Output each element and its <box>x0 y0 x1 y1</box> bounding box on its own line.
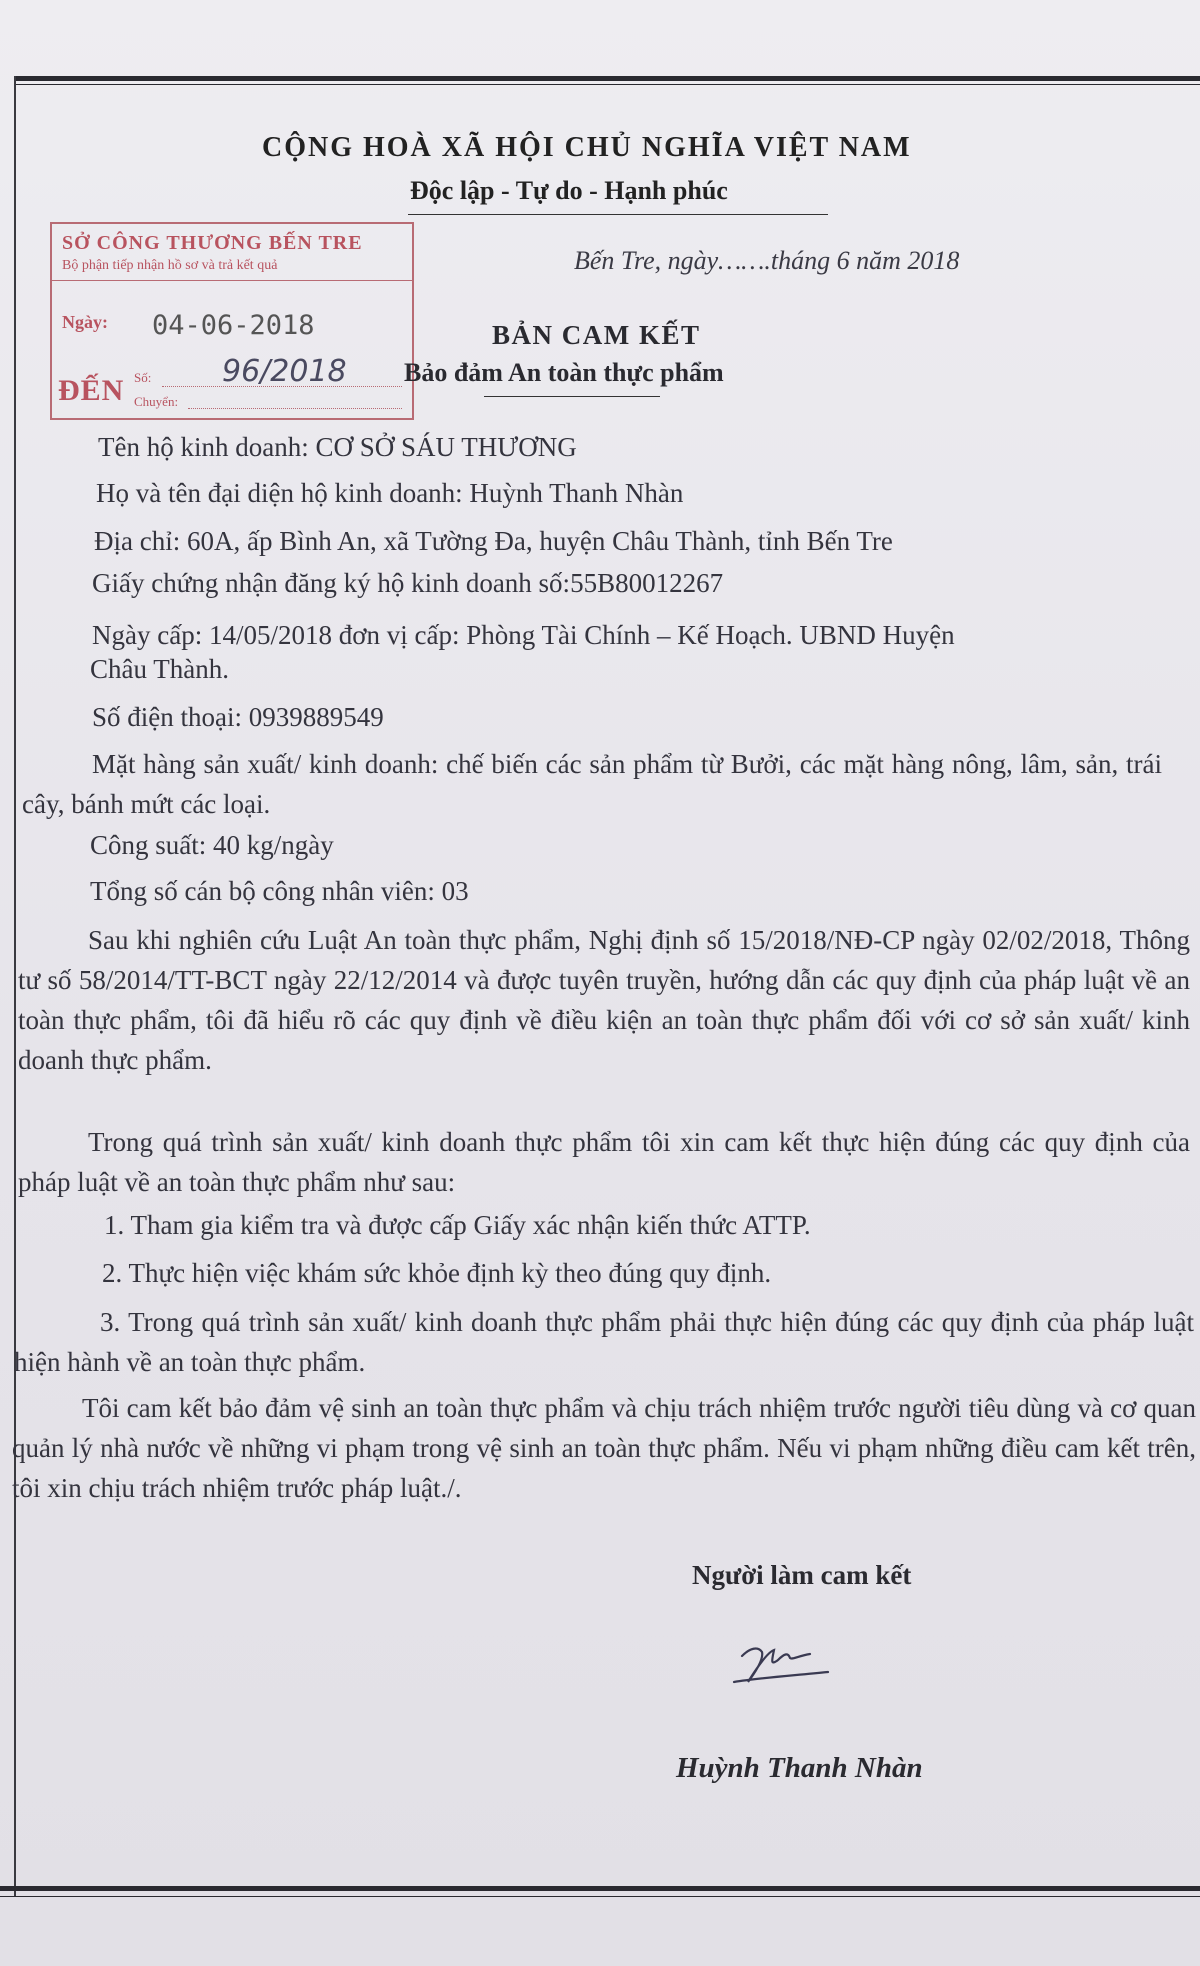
study-paragraph: Sau khi nghiên cứu Luật An toàn thực phẩm, Nghị định số 15/2018/NĐ-CP ngày 02/02/2018, Thông tư số 58/2014/TT-BCT ngày 22/12/2014 và được tuyên truyền, hướng dẫn các quy định của pháp luật về an toàn thực phẩm, tôi đã hiểu rõ các quy định về điều kiện an toàn thực phẩm đối với cơ sở sản xuất/ kinh doanh thực phẩm. <box>18 925 1190 1075</box>
representative-field: Họ và tên đại diện hộ kinh doanh: Huỳnh Thanh Nhàn <box>96 478 684 508</box>
handwritten-signature <box>728 1630 848 1700</box>
capacity-field: Công suất: 40 kg/ngày <box>90 830 334 860</box>
products-field: Mặt hàng sản xuất/ kinh doanh: chế biến các sản phẩm từ Bưởi, các mặt hàng nông, lâm, sản, trái cây, bánh mứt các loại. <box>22 749 1162 819</box>
document-subtitle: Bảo đảm An toàn thực phẩm <box>404 358 724 387</box>
received-stamp <box>50 222 414 420</box>
motto: Độc lập - Tự do - Hạnh phúc <box>410 176 728 205</box>
left-border <box>14 76 16 1896</box>
stamp-forward-label: Chuyển: <box>134 394 179 409</box>
stamp-divider <box>52 280 412 281</box>
stamp-number-value: 96/2018 <box>222 354 347 389</box>
motto-underline <box>408 214 828 215</box>
phone-field: Số điện thoại: 0939889549 <box>92 702 384 732</box>
registration-field: Giấy chứng nhận đăng ký hộ kinh doanh số:55B80012267 <box>92 568 724 598</box>
stamp-department: Bộ phận tiếp nhận hồ sơ và trả kết quả <box>62 258 278 273</box>
closing-paragraph: Tôi cam kết bảo đảm vệ sinh an toàn thực phẩm và chịu trách nhiệm trước người tiêu dùng và cơ quan quản lý nhà nước về những vi phạm trong vệ sinh an toàn thực phẩm. Nếu vi phạm những điều cam kết trên, tôi xin chịu trách nhiệm trước pháp luật./. <box>12 1393 1196 1503</box>
top-border-thin <box>14 84 1200 85</box>
stamp-number-label: Số: <box>134 370 152 385</box>
bottom-border-thin <box>0 1896 1200 1897</box>
subtitle-underline <box>484 396 660 397</box>
stamp-organization: SỞ CÔNG THƯƠNG BẾN TRE <box>62 232 363 254</box>
address-field: Địa chỉ: 60A, ấp Bình An, xã Tường Đa, huyện Châu Thành, tỉnh Bến Tre <box>94 526 893 556</box>
commitment-intro: Trong quá trình sản xuất/ kinh doanh thực phẩm tôi xin cam kết thực hiện đúng các quy định của pháp luật về an toàn thực phẩm như sau: <box>18 1127 1190 1197</box>
signer-name: Huỳnh Thanh Nhàn <box>676 1752 923 1784</box>
stamp-den-label: ĐẾN <box>58 374 125 407</box>
signer-label: Người làm cam kết <box>692 1560 912 1590</box>
stamp-number-dots <box>162 386 402 387</box>
stamp-date-value: 04-06-2018 <box>152 310 315 341</box>
document-title: BẢN CAM KẾT <box>492 320 701 350</box>
staff-field: Tổng số cán bộ công nhân viên: 03 <box>90 876 469 906</box>
issue-date-field: Ngày cấp: 14/05/2018 đơn vị cấp: Phòng Tài Chính – Kế Hoạch. UBND Huyện <box>92 620 955 650</box>
stamp-forward-dots <box>188 408 402 409</box>
bottom-border <box>0 1886 1200 1891</box>
top-border <box>14 76 1200 81</box>
issue-date-field-continued: Châu Thành. <box>90 654 229 684</box>
nation-heading: CỘNG HOÀ XÃ HỘI CHỦ NGHĨA VIỆT NAM <box>262 132 912 163</box>
commitment-item-1: 1. Tham gia kiểm tra và được cấp Giấy xác nhận kiến thức ATTP. <box>104 1210 811 1240</box>
stamp-date-label: Ngày: <box>62 312 108 332</box>
business-name-field: Tên hộ kinh doanh: CƠ SỞ SÁU THƯƠNG <box>98 432 577 462</box>
commitment-item-3: 3. Trong quá trình sản xuất/ kinh doanh thực phẩm phải thực hiện đúng các quy định của pháp luật hiện hành về an toàn thực phẩm. <box>14 1307 1194 1377</box>
commitment-item-2: 2. Thực hiện việc khám sức khỏe định kỳ theo đúng quy định. <box>102 1258 772 1288</box>
place-date: Bến Tre, ngày…….tháng 6 năm 2018 <box>574 246 960 275</box>
